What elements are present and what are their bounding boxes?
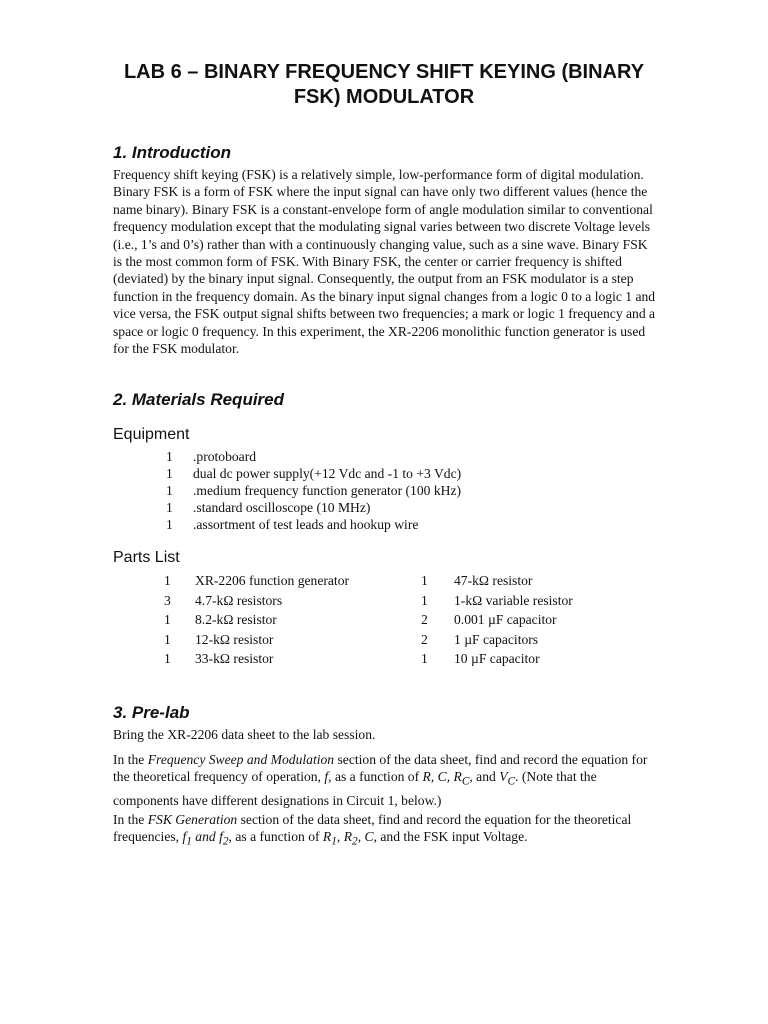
part-qty: 1 (164, 632, 171, 647)
equipment-desc: .standard oscilloscope (10 MHz) (193, 500, 371, 515)
equipment-item (0, 516, 768, 534)
equipment-qty: 1 (166, 517, 173, 532)
prelab-paragraph-1: Bring the XR-2206 data sheet to the lab session. (113, 727, 376, 742)
part-qty: 1 (164, 573, 171, 588)
part-desc: 47-kΩ resistor (454, 573, 533, 588)
part-desc: XR-2206 function generator (195, 573, 350, 588)
equipment-qty: 1 (166, 500, 173, 515)
equipment-desc: .protoboard (193, 449, 257, 464)
introduction-heading: 1. Introduction (113, 143, 232, 162)
part-qty: 1 (421, 573, 428, 588)
part-desc: 12-kΩ resistor (195, 632, 274, 647)
equipment-item (0, 499, 768, 517)
parts-row (0, 592, 768, 610)
parts-row (0, 572, 768, 590)
parts-list-heading: Parts List (113, 549, 180, 566)
equipment-item (0, 465, 768, 483)
part-desc: 8.2-kΩ resistor (195, 612, 277, 627)
materials-heading: 2. Materials Required (113, 390, 285, 409)
prelab-paragraph-3: In the FSK Generation section of the data sheet, find and record the equation for the theoretical frequencies, $f_1$ and $f_2$, as a function of $R_1$, $R_2$, C, and the FSK input Voltage. (113, 812, 632, 849)
equipment-desc: .medium frequency function generator (100 kHz) (193, 483, 461, 498)
parts-row (0, 650, 768, 668)
part-desc: 10 µF capacitor (454, 651, 540, 666)
parts-row (0, 611, 768, 629)
part-desc: 0.001 µF capacitor (454, 612, 557, 627)
part-qty: 2 (421, 612, 428, 627)
part-qty: 1 (421, 593, 428, 608)
part-qty: 2 (421, 632, 428, 647)
part-desc: 1-kΩ variable resistor (454, 593, 573, 608)
part-qty: 1 (421, 651, 428, 666)
part-desc: 1 µF capacitors (454, 632, 539, 647)
part-qty: 1 (164, 612, 171, 627)
introduction-paragraph: Frequency shift keying (FSK) is a relatively simple, low-performance form of digital modulation. Binary FSK is a form of FSK where the input signal can have only two different values (hence the name binary). Binary FSK is a constant-envelope form of angle modulation similar to conventional frequency modulation except that the modulating signal varies between two discrete Voltage levels (i.e., 1’s and 0’s) rather than with a continuously changing value, such as a sine wave. Binary FSK is the most common form of FSK. With Binary FSK, the center or carrier frequency is shifted (deviated) by the binary input signal. Consequently, the output from an FSK modulator is a step function in the frequency domain. As the binary input signal changes from a logic 0 to a logic 1 and vice versa, the FSK output signal shifts between two frequencies; a mark or logic 1 frequency and a space or logic 0 frequency. In this experiment, the XR-2206 monolithic function generator is used for the FSK modulator. (113, 167, 656, 357)
part-desc: 4.7-kΩ resistors (195, 593, 283, 608)
equipment-item (0, 448, 768, 466)
equipment-qty: 1 (166, 466, 173, 481)
page-title: LAB 6 – BINARY FREQUENCY SHIFT KEYING (BINARY FSK) MODULATOR (123, 61, 645, 108)
parts-row (0, 631, 768, 649)
prelab-paragraph-2: In the Frequency Sweep and Modulation section of the data sheet, find and record the equation for the theoretical frequency of operation, f, as a function of R, C, $R_C$, and $V_C$. (Note that the components have different designations in Circuit 1, below.) (113, 752, 648, 808)
equipment-heading: Equipment (113, 426, 190, 443)
prelab-heading: 3. Pre-lab (113, 703, 190, 722)
part-qty: 1 (164, 651, 171, 666)
equipment-qty: 1 (166, 449, 173, 464)
equipment-qty: 1 (166, 483, 173, 498)
part-desc: 33-kΩ resistor (195, 651, 274, 666)
equipment-item (0, 482, 768, 500)
part-qty: 3 (164, 593, 171, 608)
equipment-desc: .assortment of test leads and hookup wire (193, 517, 419, 532)
equipment-desc: dual dc power supply(+12 Vdc and -1 to +3 Vdc) (193, 466, 462, 481)
